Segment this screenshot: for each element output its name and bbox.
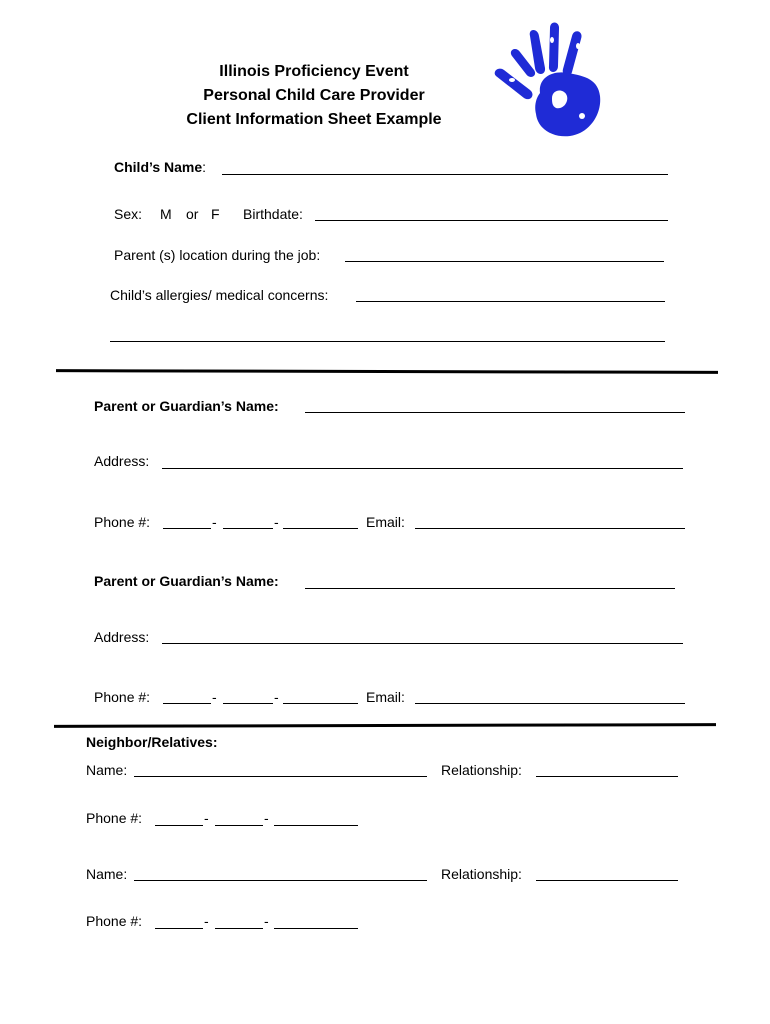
neighbor2-name-label: Name: bbox=[86, 866, 128, 882]
neighbor2-relationship-field[interactable] bbox=[536, 880, 678, 881]
allergies-label: Child’s allergies/ medical concerns: bbox=[110, 287, 329, 303]
guardian1-name-label: Parent or Guardian’s Name: bbox=[94, 398, 279, 414]
guardian2-address-label: Address: bbox=[94, 629, 150, 645]
sex-f-option[interactable]: F bbox=[211, 206, 220, 222]
handprint-logo-icon bbox=[490, 18, 620, 143]
childs-name-field[interactable] bbox=[222, 174, 668, 175]
guardian2-phone-prefix-field[interactable] bbox=[223, 703, 273, 704]
sex-m-option[interactable]: M bbox=[160, 206, 172, 222]
guardian2-phone-label: Phone #: bbox=[94, 689, 151, 705]
neighbor1-phone-area-field[interactable] bbox=[155, 825, 203, 826]
guardian1-phone-prefix-field[interactable] bbox=[223, 528, 273, 529]
guardian2-address-field[interactable] bbox=[162, 643, 683, 644]
guardian1-name-field[interactable] bbox=[305, 412, 685, 413]
childs-name-label bbox=[114, 159, 206, 175]
guardian1-address-label: Address: bbox=[94, 453, 150, 469]
sex-label: Sex: bbox=[114, 206, 143, 222]
guardian2-email-label: Email: bbox=[366, 689, 405, 705]
neighbor2-phone-dash-1: - bbox=[204, 913, 209, 929]
neighbor2-phone-label: Phone #: bbox=[86, 913, 143, 929]
guardian2-name-label: Parent or Guardian’s Name: bbox=[94, 573, 279, 589]
guardian1-phone-line-field[interactable] bbox=[283, 528, 358, 529]
neighbor1-phone-prefix-field[interactable] bbox=[215, 825, 263, 826]
parent-location-field[interactable] bbox=[345, 261, 664, 262]
neighbor2-phone-line-field[interactable] bbox=[274, 928, 358, 929]
birthdate-label: Birthdate: bbox=[243, 206, 303, 222]
guardian1-phone-dash-1: - bbox=[212, 514, 217, 530]
neighbor2-name-field[interactable] bbox=[134, 880, 427, 881]
neighbor1-name-label: Name: bbox=[86, 762, 128, 778]
guardian1-email-label: Email: bbox=[366, 514, 405, 530]
childs-name-colon: : bbox=[202, 159, 207, 175]
parent-location-label: Parent (s) location during the job: bbox=[114, 247, 321, 263]
neighbors-heading: Neighbor/Relatives: bbox=[86, 734, 218, 750]
section-divider-2 bbox=[54, 723, 716, 728]
sex-or-text: or bbox=[186, 206, 199, 222]
guardian1-phone-dash-2: - bbox=[274, 514, 279, 530]
neighbor1-phone-dash-2: - bbox=[264, 810, 269, 826]
neighbor1-relationship-label: Relationship: bbox=[441, 762, 522, 778]
guardian2-phone-line-field[interactable] bbox=[283, 703, 358, 704]
neighbor2-phone-dash-2: - bbox=[264, 913, 269, 929]
neighbor1-phone-dash-1: - bbox=[204, 810, 209, 826]
guardian2-email-field[interactable] bbox=[415, 703, 685, 704]
allergies-field[interactable] bbox=[356, 301, 665, 302]
neighbor2-phone-area-field[interactable] bbox=[155, 928, 203, 929]
neighbor1-relationship-field[interactable] bbox=[536, 776, 678, 777]
guardian1-email-field[interactable] bbox=[415, 528, 685, 529]
title-line-3: Client Information Sheet Example bbox=[186, 111, 442, 128]
section-divider-1 bbox=[56, 369, 718, 374]
guardian1-phone-area-field[interactable] bbox=[163, 528, 211, 529]
birthdate-field[interactable] bbox=[315, 220, 668, 221]
guardian2-phone-area-field[interactable] bbox=[163, 703, 211, 704]
neighbor1-phone-line-field[interactable] bbox=[274, 825, 358, 826]
allergies-field-line-2[interactable] bbox=[110, 341, 665, 342]
guardian1-address-field[interactable] bbox=[162, 468, 683, 469]
guardian2-phone-dash-1: - bbox=[212, 689, 217, 705]
guardian2-phone-dash-2: - bbox=[274, 689, 279, 705]
guardian2-name-field[interactable] bbox=[305, 588, 675, 589]
neighbor2-phone-prefix-field[interactable] bbox=[215, 928, 263, 929]
title-line-2: Personal Child Care Provider bbox=[203, 87, 425, 104]
neighbor2-relationship-label: Relationship: bbox=[441, 866, 522, 882]
guardian1-phone-label: Phone #: bbox=[94, 514, 151, 530]
neighbor1-name-field[interactable] bbox=[134, 776, 427, 777]
title-line-1: Illinois Proficiency Event bbox=[219, 63, 409, 80]
childs-name-text: Child’s Name bbox=[114, 159, 203, 175]
neighbor1-phone-label: Phone #: bbox=[86, 810, 143, 826]
